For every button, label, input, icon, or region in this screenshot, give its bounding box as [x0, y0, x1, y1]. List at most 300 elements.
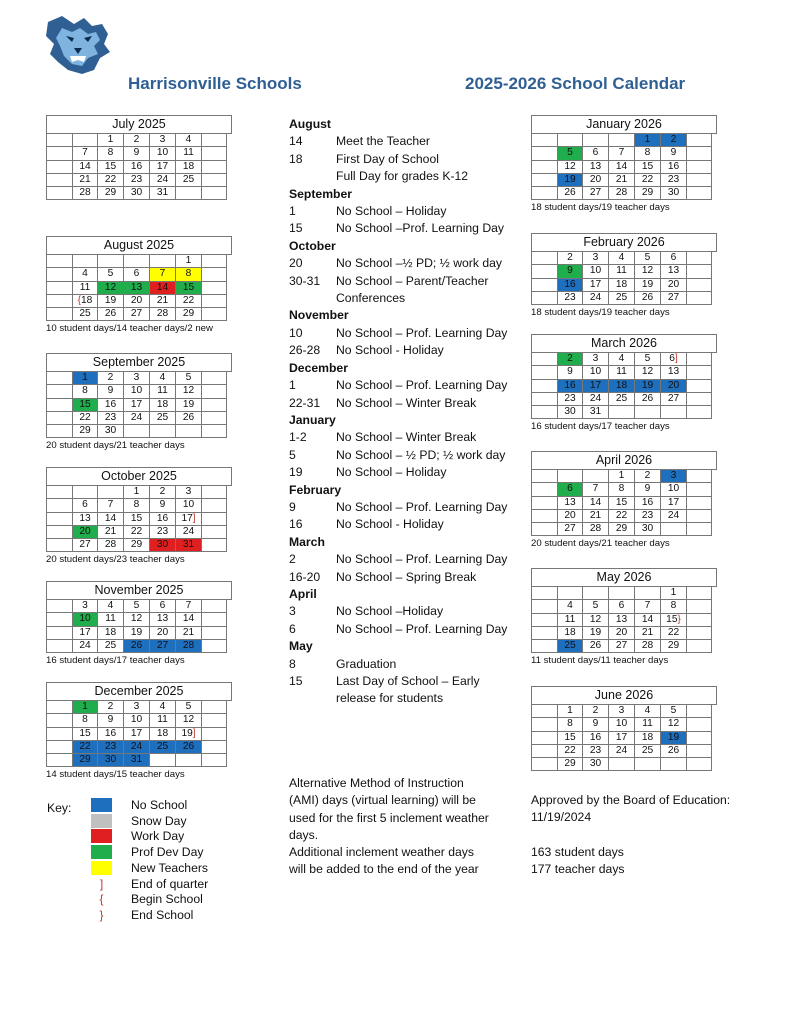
day-cell — [583, 265, 609, 278]
day-cell — [609, 758, 635, 771]
day-cell — [661, 758, 687, 771]
day-cell — [176, 399, 202, 412]
day-cell — [73, 372, 98, 385]
day-cell — [98, 255, 124, 268]
day-cell — [687, 134, 712, 147]
day-cell — [47, 187, 73, 200]
day-number: 18 — [81, 294, 93, 306]
event-row — [289, 516, 529, 533]
day-number: 24 — [156, 173, 169, 185]
day-cell — [661, 745, 687, 758]
day-cell — [47, 268, 73, 281]
day-cell — [583, 718, 609, 731]
day-cell — [124, 600, 150, 613]
day-number: 22 — [104, 173, 117, 185]
day-number: 23 — [104, 740, 117, 752]
month-calendar — [531, 451, 717, 549]
day-cell — [558, 161, 583, 174]
day-number: 24 — [589, 291, 602, 303]
day-number: 12 — [130, 613, 143, 625]
day-number: 8 — [133, 499, 140, 511]
day-number: 15 — [641, 160, 654, 172]
day-cell — [176, 147, 202, 160]
day-number: 15 — [104, 160, 117, 172]
day-cell — [124, 372, 150, 385]
day-number: 7 — [82, 147, 88, 159]
day-number: 13 — [130, 281, 143, 293]
day-cell — [661, 510, 687, 523]
day-number: 28 — [182, 639, 195, 651]
day-cell — [532, 252, 558, 265]
day-cell — [687, 510, 712, 523]
end-school-marker: } — [677, 613, 681, 625]
legend-item — [91, 892, 291, 907]
day-cell — [150, 187, 176, 200]
day-number: 27 — [667, 392, 680, 404]
day-cell — [124, 539, 150, 552]
day-cell — [635, 705, 661, 718]
day-number: 31 — [182, 539, 195, 551]
day-number: 18 — [156, 398, 169, 410]
day-cell — [532, 366, 558, 379]
day-number: 29 — [641, 187, 654, 199]
day-number: 26 — [641, 392, 654, 404]
day-cell — [558, 174, 583, 187]
day-cell — [150, 134, 176, 147]
day-number: 9 — [133, 147, 140, 159]
event-month-heading: October — [289, 238, 336, 253]
day-number: 6 — [670, 252, 677, 263]
day-cell — [73, 513, 98, 526]
day-cell — [150, 147, 176, 160]
day-number: 14 — [615, 160, 628, 172]
day-cell — [150, 513, 176, 526]
day-number: 1 — [567, 705, 573, 716]
event-text: No School – Prof. Learning Day — [336, 378, 508, 393]
day-number: 25 — [564, 640, 576, 652]
day-number: 19 — [564, 173, 576, 185]
day-number: 4 — [618, 252, 625, 263]
day-cell — [150, 161, 176, 174]
day-cell — [558, 279, 583, 292]
day-cell — [687, 745, 712, 758]
day-cell — [124, 425, 150, 438]
day-number: 9 — [592, 718, 599, 730]
day-cell — [202, 701, 227, 714]
day-cell — [176, 600, 202, 613]
legend-item — [91, 908, 291, 923]
event-text: Full Day for grades K-12 — [336, 169, 469, 184]
day-cell — [176, 613, 202, 626]
day-number: 4 — [567, 600, 573, 612]
day-number: 12 — [641, 265, 654, 277]
day-cell — [661, 406, 687, 419]
day-cell — [687, 705, 712, 718]
day-cell — [687, 187, 712, 200]
day-cell — [609, 718, 635, 731]
day-cell — [150, 385, 176, 398]
day-cell — [73, 600, 98, 613]
day-cell — [47, 282, 73, 295]
event-row — [289, 429, 529, 446]
day-cell — [558, 758, 583, 771]
day-number: 10 — [589, 366, 602, 378]
event-date: 30-31 — [289, 273, 321, 288]
wildcat-logo — [44, 14, 112, 76]
day-cell — [47, 728, 73, 741]
day-number: 3 — [82, 600, 88, 611]
day-cell — [202, 282, 227, 295]
day-number: 1 — [133, 486, 140, 497]
day-cell — [176, 526, 202, 539]
month-calendar — [531, 334, 717, 432]
day-number: 31 — [589, 406, 602, 418]
ami-line: will be added to the end of the year — [289, 862, 479, 877]
day-cell — [532, 600, 558, 613]
event-row — [289, 255, 529, 272]
legend-symbol: { — [99, 892, 104, 907]
day-number: 3 — [185, 486, 192, 497]
day-cell — [583, 627, 609, 640]
day-number: 11 — [157, 385, 168, 397]
day-cell — [73, 486, 98, 499]
day-cell — [47, 385, 73, 398]
month-day-count: 18 student days/19 teacher days — [531, 307, 670, 319]
day-number: 17 — [79, 626, 91, 638]
day-number: 27 — [667, 291, 680, 303]
day-number: 15 — [79, 398, 91, 410]
day-cell — [558, 745, 583, 758]
day-number: 14 — [182, 613, 195, 625]
event-row — [289, 621, 529, 638]
day-number: 20 — [589, 173, 602, 185]
event-text: No School – Prof. Learning Day — [336, 552, 508, 567]
day-cell — [609, 279, 635, 292]
event-text: No School – Holiday — [336, 465, 447, 480]
day-cell — [583, 483, 609, 496]
day-cell — [176, 425, 202, 438]
legend-label: Begin School — [131, 892, 203, 907]
day-number: 17 — [181, 512, 193, 524]
event-row — [289, 342, 529, 359]
day-number: 28 — [589, 523, 602, 535]
day-number: 17 — [156, 160, 169, 172]
day-cell — [635, 718, 661, 731]
day-cell — [73, 174, 98, 187]
event-date: 20 — [289, 256, 303, 271]
day-number: 30 — [156, 539, 169, 551]
day-cell — [687, 758, 712, 771]
day-cell — [609, 587, 635, 600]
day-number: 11 — [105, 613, 116, 625]
day-number: 27 — [156, 639, 169, 651]
day-cell — [558, 587, 583, 600]
day-number: 11 — [642, 718, 653, 730]
day-number: 26 — [182, 740, 195, 752]
day-number: 13 — [615, 613, 628, 625]
event-row — [289, 569, 529, 586]
day-cell — [98, 728, 124, 741]
day-number: 28 — [156, 308, 169, 320]
end-of-quarter-marker: ] — [192, 512, 196, 524]
day-cell — [558, 600, 583, 613]
day-cell — [609, 614, 635, 627]
month-title: December 2025 — [46, 682, 232, 700]
day-number: 6 — [618, 600, 625, 612]
day-cell — [558, 292, 583, 305]
day-cell — [635, 745, 661, 758]
day-cell — [687, 393, 712, 406]
day-cell — [150, 640, 176, 653]
day-cell — [687, 718, 712, 731]
day-cell — [202, 486, 227, 499]
day-cell — [687, 252, 712, 265]
day-cell — [47, 147, 73, 160]
day-number: 2 — [567, 252, 573, 263]
day-cell — [124, 295, 150, 308]
day-number: 19 — [641, 379, 654, 391]
day-cell — [583, 147, 609, 160]
day-number: 28 — [79, 187, 91, 199]
day-number: 16 — [104, 727, 117, 739]
day-cell — [661, 187, 687, 200]
day-number: 5 — [185, 701, 192, 712]
event-date — [289, 290, 336, 307]
day-cell — [176, 372, 202, 385]
day-cell — [583, 174, 609, 187]
day-number: 11 — [79, 281, 91, 293]
day-number: 21 — [615, 173, 628, 185]
event-text: No School –Holiday — [336, 604, 444, 619]
legend-swatch — [91, 845, 112, 859]
day-cell — [176, 134, 202, 147]
day-cell — [176, 728, 202, 741]
day-cell — [202, 385, 227, 398]
day-cell — [176, 308, 202, 321]
event-row — [289, 656, 529, 673]
day-cell — [609, 353, 635, 366]
day-number: 23 — [104, 411, 117, 423]
day-cell — [532, 718, 558, 731]
day-cell — [124, 134, 150, 147]
day-number: 23 — [564, 291, 576, 303]
day-cell — [202, 613, 227, 626]
day-number: 29 — [182, 308, 195, 320]
day-cell — [532, 393, 558, 406]
day-cell — [202, 187, 227, 200]
day-cell — [558, 353, 583, 366]
calendar-title: 2025-2026 School Calendar — [465, 74, 686, 93]
day-number: 9 — [159, 499, 166, 511]
day-number: 12 — [182, 385, 195, 397]
day-number: 21 — [589, 509, 602, 521]
day-number: 27 — [79, 539, 91, 551]
day-number: 23 — [156, 525, 169, 537]
day-number: 13 — [79, 512, 91, 524]
legend-label: End School — [131, 907, 194, 922]
day-cell — [150, 754, 176, 767]
day-cell — [661, 353, 687, 366]
day-number: 9 — [644, 483, 651, 495]
day-cell — [124, 399, 150, 412]
day-cell — [176, 295, 202, 308]
day-cell — [609, 497, 635, 510]
day-number: 11 — [157, 714, 168, 726]
day-cell — [98, 754, 124, 767]
day-cell — [558, 265, 583, 278]
event-date: 18 — [289, 151, 303, 166]
day-cell — [98, 486, 124, 499]
day-cell — [687, 600, 712, 613]
legend-symbol: } — [99, 907, 104, 922]
day-cell — [558, 187, 583, 200]
day-cell — [609, 252, 635, 265]
event-text: No School – Prof. Learning Day — [336, 499, 508, 514]
day-number: 13 — [589, 160, 602, 172]
day-cell — [609, 292, 635, 305]
day-number: 17 — [667, 496, 680, 508]
day-cell — [583, 380, 609, 393]
day-cell — [47, 295, 73, 308]
legend-label: No School — [131, 798, 188, 812]
day-cell — [47, 372, 73, 385]
day-number: 14 — [589, 496, 602, 508]
day-cell — [558, 497, 583, 510]
month-calendar — [46, 353, 232, 451]
day-number: 26 — [182, 411, 195, 423]
day-cell — [124, 282, 150, 295]
day-number: 22 — [615, 509, 628, 521]
day-number: 25 — [156, 411, 169, 423]
day-cell — [124, 627, 150, 640]
day-cell — [661, 497, 687, 510]
day-number: 31 — [130, 754, 143, 766]
day-cell — [202, 255, 227, 268]
event-text: No School – Prof. Learning Day — [336, 621, 508, 636]
event-date: 5 — [289, 447, 296, 462]
day-cell — [609, 380, 635, 393]
ami-line: days. — [289, 827, 319, 842]
day-number: 18 — [182, 160, 195, 172]
day-number: 2 — [133, 134, 140, 145]
day-cell — [635, 640, 661, 653]
day-number: 4 — [185, 134, 192, 145]
day-cell — [609, 174, 635, 187]
day-cell — [98, 499, 124, 512]
month-calendar — [531, 115, 717, 213]
event-text: No School –Prof. Learning Day — [336, 221, 505, 236]
day-number: 16 — [104, 398, 117, 410]
day-cell — [98, 600, 124, 613]
month-title: February 2026 — [531, 233, 717, 251]
day-number: 24 — [182, 525, 195, 537]
day-cell — [609, 470, 635, 483]
day-cell — [73, 295, 98, 308]
day-cell — [73, 425, 98, 438]
day-cell — [661, 587, 687, 600]
month-grid — [531, 352, 717, 419]
day-number: 2 — [107, 701, 114, 712]
day-cell — [202, 399, 227, 412]
month-grid — [46, 254, 232, 321]
month-day-count: 10 student days/14 teacher days/2 new — [46, 323, 213, 335]
day-cell — [98, 539, 124, 552]
day-cell — [609, 600, 635, 613]
district-name: Harrisonville Schools — [128, 74, 302, 93]
day-number: 22 — [79, 740, 91, 752]
day-number: 28 — [641, 640, 654, 652]
day-cell — [98, 714, 124, 727]
event-row — [289, 377, 529, 394]
day-cell — [176, 268, 202, 281]
day-cell — [176, 412, 202, 425]
day-cell — [687, 380, 712, 393]
day-number: 17 — [589, 379, 602, 391]
day-cell — [73, 399, 98, 412]
day-cell — [687, 353, 712, 366]
day-cell — [202, 741, 227, 754]
day-cell — [202, 640, 227, 653]
day-cell — [558, 252, 583, 265]
day-cell — [176, 513, 202, 526]
day-number: 10 — [667, 483, 680, 495]
month-day-count: 18 student days/19 teacher days — [531, 202, 670, 214]
day-cell — [202, 161, 227, 174]
day-number: 21 — [104, 525, 117, 537]
day-cell — [150, 701, 176, 714]
day-cell — [687, 174, 712, 187]
event-row — [289, 168, 529, 185]
event-row — [289, 499, 529, 516]
day-cell — [558, 614, 583, 627]
day-number: 8 — [185, 268, 192, 280]
day-cell — [176, 499, 202, 512]
day-cell — [98, 134, 124, 147]
day-cell — [609, 406, 635, 419]
day-cell — [47, 714, 73, 727]
event-date: 14 — [289, 134, 303, 149]
event-month-heading: December — [289, 360, 348, 375]
day-number: 26 — [641, 291, 654, 303]
day-cell — [202, 714, 227, 727]
day-cell — [202, 372, 227, 385]
event-date: 19 — [289, 465, 303, 480]
day-number: 15 — [564, 731, 576, 743]
day-number: 30 — [667, 187, 680, 199]
day-cell — [98, 741, 124, 754]
day-number: 16 — [641, 496, 654, 508]
day-cell — [150, 372, 176, 385]
day-number: 25 — [641, 744, 654, 756]
event-row — [289, 273, 529, 290]
day-cell — [98, 147, 124, 160]
day-cell — [47, 308, 73, 321]
event-month-heading: January — [289, 412, 336, 427]
day-cell — [661, 174, 687, 187]
day-number: 6 — [82, 499, 88, 511]
month-day-count: 14 student days/15 teacher days — [46, 769, 185, 781]
day-number: 13 — [564, 496, 576, 508]
day-cell — [609, 523, 635, 536]
day-number: 25 — [182, 173, 195, 185]
day-cell — [124, 526, 150, 539]
day-cell — [532, 627, 558, 640]
day-number: 6 — [133, 268, 140, 280]
day-cell — [558, 640, 583, 653]
day-cell — [558, 627, 583, 640]
day-number: 4 — [107, 600, 114, 611]
day-number: 30 — [104, 754, 117, 766]
